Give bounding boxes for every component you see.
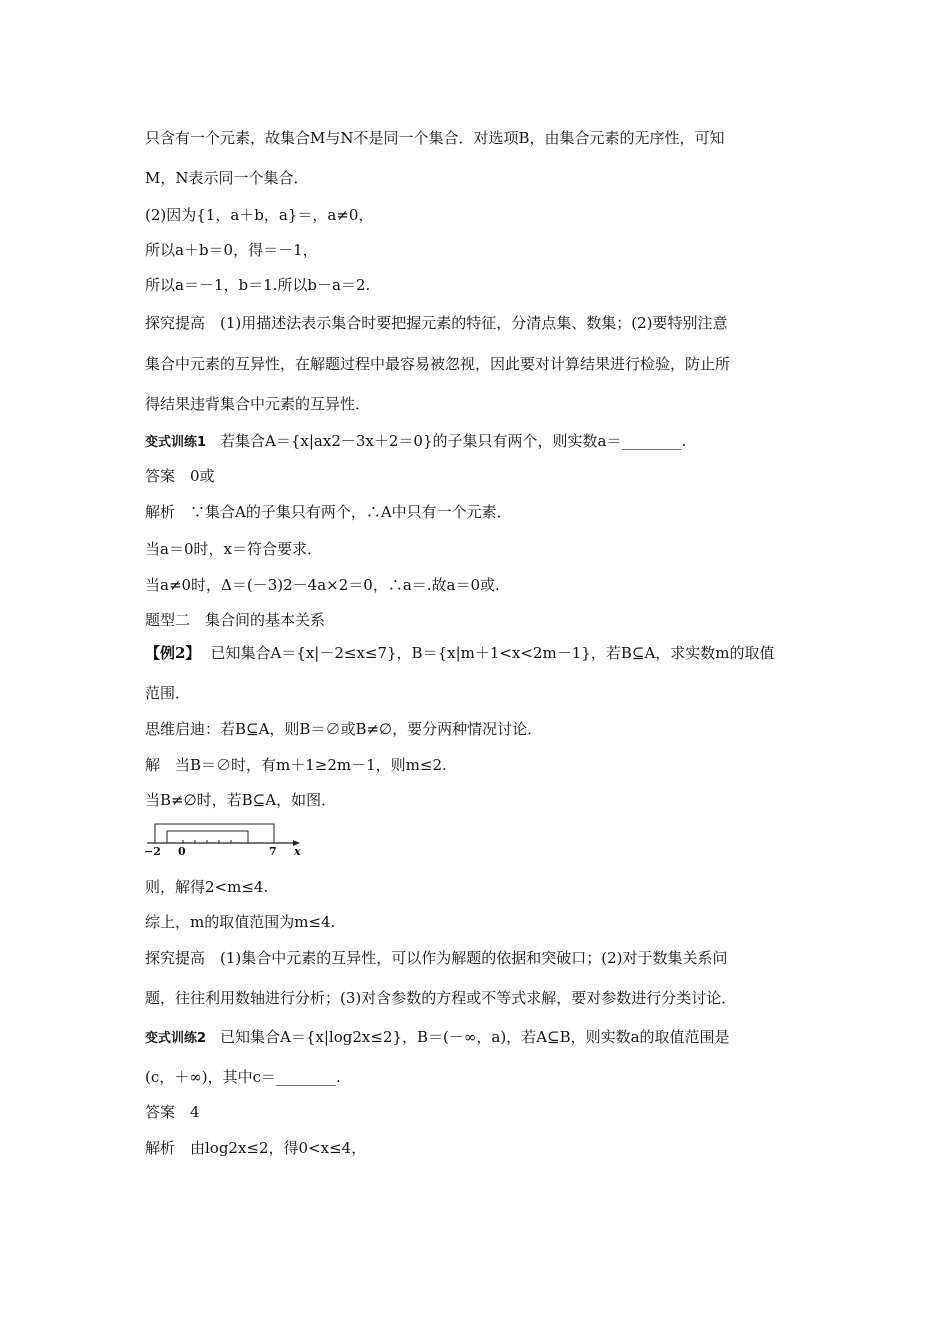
text-line: 所以a＝－1，b＝1.所以b－a＝2. [145,276,371,294]
tick-label-0: 0 [178,845,186,858]
variant-question: 已知集合A＝{x|log2x≤2}，B＝(－∞，a)，若A⊆B，则实数a的取值范围是 [220,1028,730,1046]
example-label: 【例2】 [145,644,201,662]
variant-question: 若集合A＝{x|ax2－3x＋2＝0}的子集只有两个，则实数a＝________. [220,432,687,450]
tick-label-neg2: −2 [144,845,161,858]
text-line: 当B≠∅时，若B⊆A，如图． [145,791,337,809]
text-line: 当a≠0时，Δ＝(－3)2－4a×2＝0，∴a＝.故a＝0或. [145,576,500,594]
set-a-bracket [155,824,274,843]
text-line: 解析 ∵集合A的子集只有两个，∴A中只有一个元素． [145,503,512,521]
example-question: 已知集合A＝{x|－2≤x≤7}，B＝{x|m＋1<x<2m－1}，若B⊆A，求实数m的取值 [210,644,775,662]
variant-label: 变式训练1 [145,435,207,450]
variant-exercise-2 [145,1027,730,1049]
text-line: 思维启迪：若B⊆A，则B＝∅或B≠∅，要分两种情况讨论． [145,720,543,738]
text-line: 综上，m的取值范围为m≤4. [145,913,336,931]
text-line: 题，往往利用数轴进行分析；(3)对含参数的方程或不等式求解，要对参数进行分类讨论． [145,989,737,1007]
text-line: 解析 由log2x≤2，得0<x≤4， [145,1139,367,1157]
text-line: 当a＝0时，x＝符合要求． [145,540,322,558]
number-line-figure [143,818,313,860]
axis-variable-label: x [294,845,301,858]
text-line: 所以a＋b＝0，得＝－1， [145,241,318,259]
text-line: 集合中元素的互异性，在解题过程中最容易被忽视，因此要对计算结果进行检验，防止所 [145,355,731,373]
tick-label-7: 7 [269,845,277,858]
text-line: 解 当B＝∅时，有m＋1≥2m－1，则m≤2. [145,756,447,774]
text-line: 范围． [145,684,191,702]
variant-exercise-1 [145,431,686,453]
text-line: 探究提高 (1)集合中元素的互异性，可以作为解题的依据和突破口；(2)对于数集关系问 [145,949,728,967]
variant-label: 变式训练2 [145,1031,207,1046]
example-2 [145,643,775,663]
text-line: (2)因为{1，a＋b，a}＝，a≠0， [145,206,374,224]
text-line: 答案 4 [145,1103,200,1121]
text-line: (c，＋∞)，其中c＝________. [145,1068,341,1086]
text-line: 则，解得2<m≤4. [145,878,269,896]
text-line: 探究提高 (1)用描述法表示集合时要把握元素的特征，分清点集、数集；(2)要特别注意 [145,314,728,332]
section-heading: 题型二 集合间的基本关系 [145,611,326,629]
text-line: M，N表示同一个集合． [145,169,309,187]
text-line: 答案 0或 [145,467,215,485]
text-line: 只含有一个元素，故集合M与N不是同一个集合．对选项B，由集合元素的无序性，可知 [145,129,725,147]
text-line: 得结果违背集合中元素的互异性． [145,395,371,413]
